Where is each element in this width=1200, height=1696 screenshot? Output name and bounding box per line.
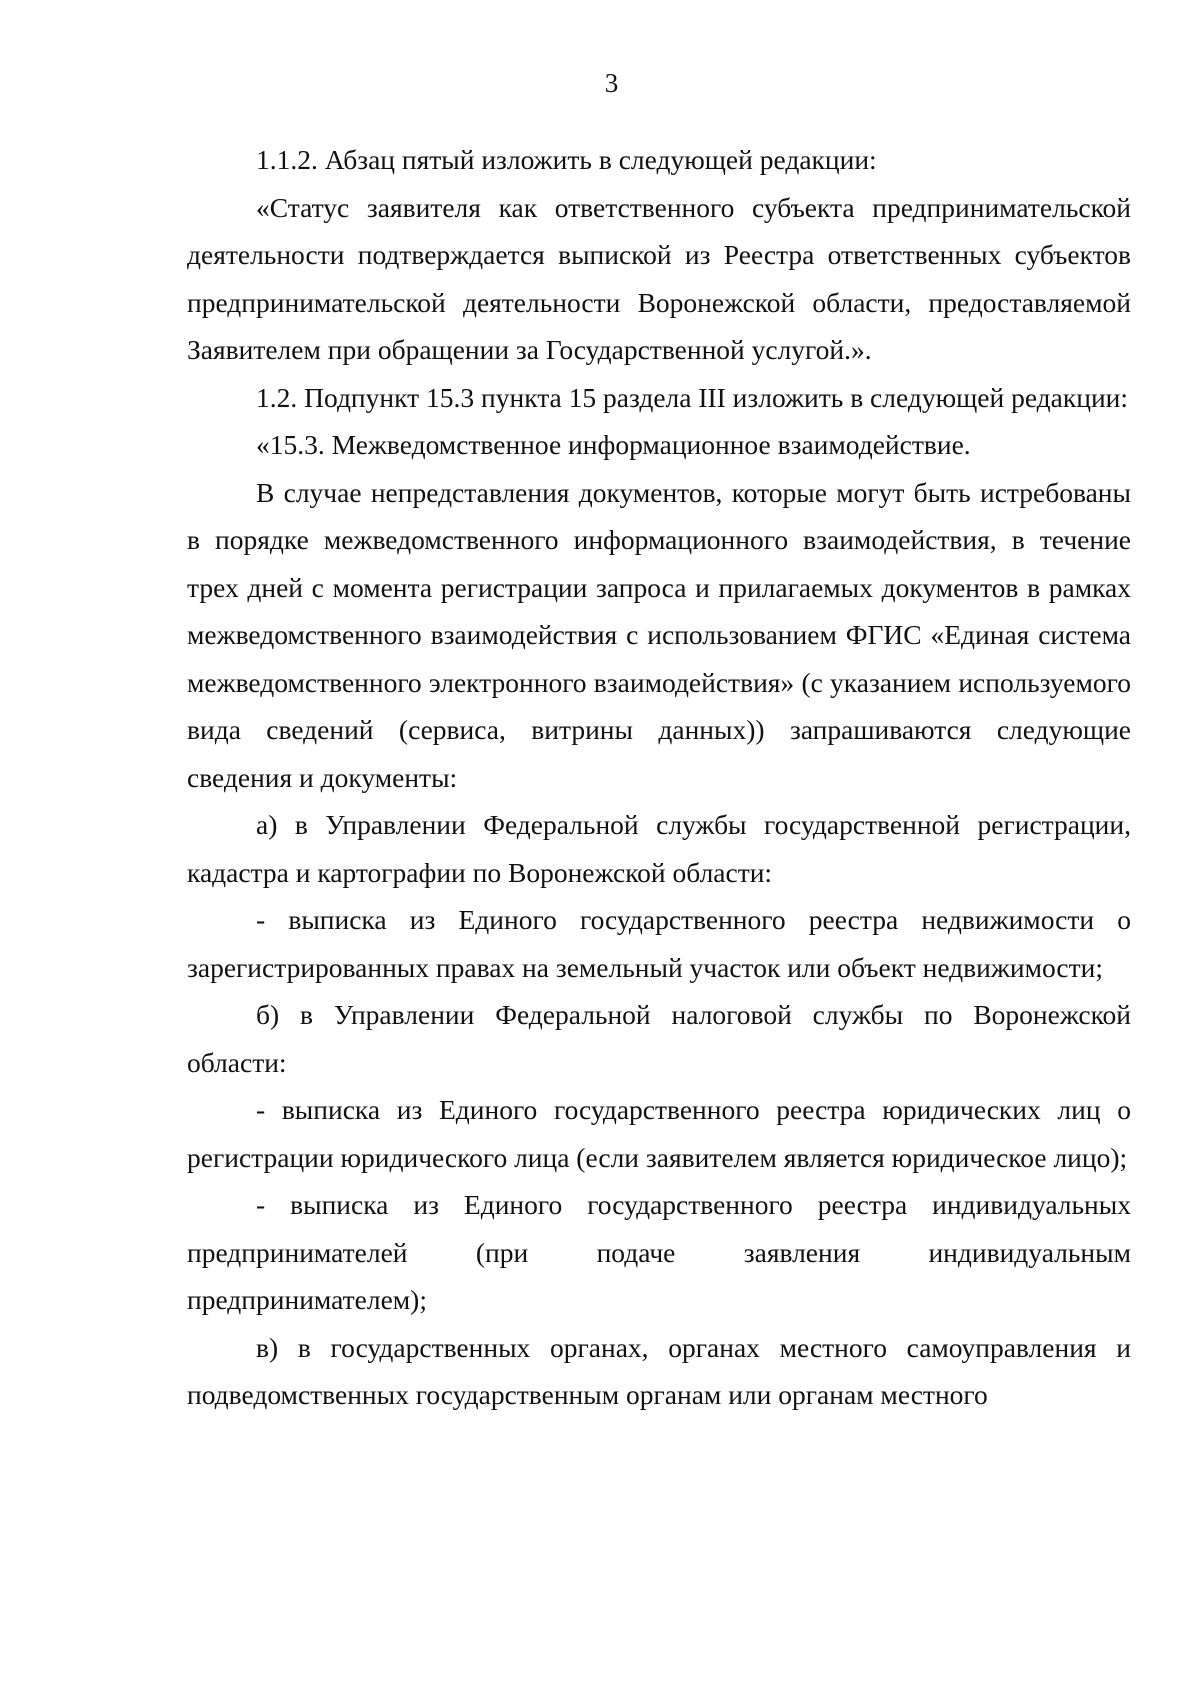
paragraph-item-a-real-estate-extract: - выписка из Единого государственного реестра недвижимости о зарегистрированных правах на земельный участок или объект недвижимости; (187, 904, 1131, 983)
paragraph-status-quote: «Статус заявителя как ответственного субъекта предпринимательской деятельности подтверждается выпиской из Реестра ответственных субъектов предпринимательской деятельности Воронежской области, предоставляемой Заявителем при обращении за Государственной услугой.». (187, 191, 1131, 365)
paragraph-15-3-heading: «15.3. Межведомственное информационное взаимодействие. (256, 429, 971, 460)
paragraph-item-v: в) в государственных органах, органах местного самоуправления и подведомственных государственным органам или органам местного (187, 1331, 1131, 1410)
paragraph-item-b-legal-entities-extract: - выписка из Единого государственного реестра юридических лиц о регистрации юридического лица (если заявителем является юридическое лицо); (187, 1094, 1131, 1173)
paragraph-item-b-entrepreneurs-extract: - выписка из Единого государственного реестра индивидуальных предпринимателей (при подаче заявления индивидуальным предпринимателем); (187, 1189, 1131, 1315)
paragraph-1-2: 1.2. Подпункт 15.3 пункта 15 раздела III изложить в следующей редакции: (256, 381, 1129, 413)
paragraph-item-b: б) в Управлении Федеральной налоговой службы по Воронежской области: (187, 999, 1131, 1078)
paragraph-1-1-2: 1.1.2. Абзац пятый изложить в следующей редакции: (256, 144, 877, 175)
page-number: 3 (604, 68, 619, 98)
document-body (187, 136, 1131, 1419)
paragraph-item-a: а) в Управлении Федеральной службы государственной регистрации, кадастра и картографии по Воронежской области: (187, 809, 1131, 888)
paragraph-interagency-request: В случае непредставления документов, которые могут быть истребованы в порядке межведомственного информационного взаимодействия, в течение трех дней с момента регистрации запроса и прилагаемых документов в рамках межведомственного взаимодействия с использованием ФГИС «Единая система межведомственного электронного взаимодействия» (с указанием используемого вида сведений (сервиса, витрины данных)) запрашиваются следующие сведения и документы: (187, 476, 1131, 793)
